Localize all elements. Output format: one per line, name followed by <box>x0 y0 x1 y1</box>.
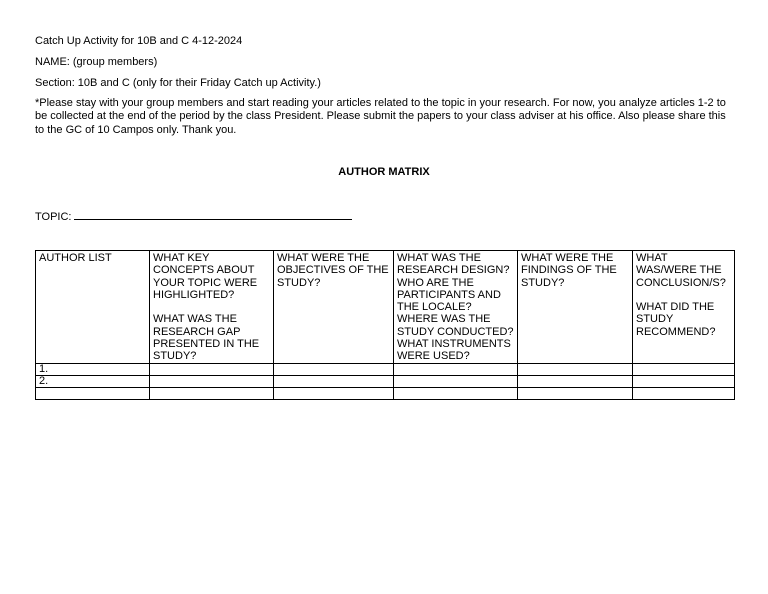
table-cell[interactable] <box>274 363 394 375</box>
author-matrix-table <box>35 250 735 400</box>
table-cell[interactable] <box>633 363 735 375</box>
column-header-author-list: AUTHOR LIST <box>36 251 150 364</box>
table-cell[interactable] <box>518 363 633 375</box>
section-line: Section: 10B and C (only for their Friday Catch up Activity.) <box>35 77 321 89</box>
column-header-conclusions: WHAT WAS/WERE THE CONCLUSION/S? WHAT DID THE STUDY RECOMMEND? <box>633 251 735 364</box>
table-cell[interactable] <box>633 375 735 387</box>
matrix-heading: AUTHOR MATRIX <box>338 166 430 178</box>
instructions-paragraph: *Please stay with your group members and start reading your articles related to the topic in your research. For now, you analyze articles 1-2 to be collected at the end of the period by the class President. Please submit the papers to your class adviser at his office. Also please share this to the GC of 10 Campos only. Thank you. <box>35 97 726 136</box>
topic-label: TOPIC: <box>35 211 72 223</box>
table-cell[interactable] <box>518 387 633 399</box>
table-cell[interactable] <box>274 387 394 399</box>
table-cell[interactable] <box>394 375 518 387</box>
table-cell[interactable] <box>150 387 274 399</box>
table-row <box>36 387 735 399</box>
table-cell[interactable] <box>518 375 633 387</box>
table-cell[interactable]: 1. <box>36 363 150 375</box>
name-line: NAME: (group members) <box>35 56 158 68</box>
table-cell[interactable]: 2. <box>36 375 150 387</box>
topic-field <box>35 208 352 224</box>
table-row <box>36 363 735 375</box>
table-cell[interactable] <box>150 375 274 387</box>
column-header-key-concepts: WHAT KEY CONCEPTS ABOUT YOUR TOPIC WERE HIGHLIGHTED? WHAT WAS THE RESEARCH GAP PRESENTED IN THE STUDY? <box>150 251 274 364</box>
table-cell[interactable] <box>274 375 394 387</box>
column-header-findings: WHAT WERE THE FINDINGS OF THE STUDY? <box>518 251 633 364</box>
table-header-row <box>36 251 735 364</box>
table-cell[interactable] <box>633 387 735 399</box>
table-cell[interactable] <box>394 363 518 375</box>
topic-blank-line[interactable] <box>74 208 352 220</box>
table-cell[interactable] <box>36 387 150 399</box>
column-header-objectives: WHAT WERE THE OBJECTIVES OF THE STUDY? <box>274 251 394 364</box>
table-cell[interactable] <box>394 387 518 399</box>
activity-title-line: Catch Up Activity for 10B and C 4-12-2024 <box>35 35 243 47</box>
table-row <box>36 375 735 387</box>
column-header-research-design: WHAT WAS THE RESEARCH DESIGN? WHO ARE THE PARTICIPANTS AND THE LOCALE? WHERE WAS THE STUDY CONDUCTED? WHAT INSTRUMENTS WERE USED? <box>394 251 518 364</box>
table-cell[interactable] <box>150 363 274 375</box>
